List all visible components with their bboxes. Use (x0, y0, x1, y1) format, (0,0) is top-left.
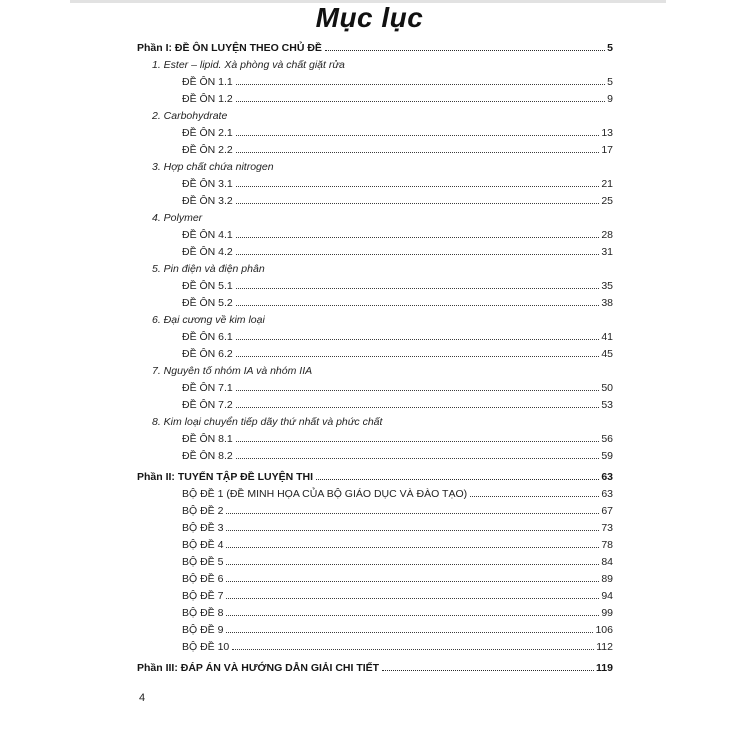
dotted-leader (382, 670, 594, 671)
toc-entry-page: 119 (596, 662, 613, 674)
toc-entry-label: 5. Pin điện và điện phân (152, 263, 265, 275)
toc-entry-label: BỘ ĐỀ 8 (182, 607, 224, 619)
toc-row-topic (137, 314, 613, 331)
toc-entry-page: 41 (601, 331, 613, 343)
dotted-leader (236, 101, 605, 102)
toc-row-topic (137, 59, 613, 76)
toc-entry-label: 8. Kim loại chuyển tiếp dãy thứ nhất và phức chất (152, 416, 383, 428)
toc-entry-page: 28 (601, 229, 613, 241)
toc-row-entry (137, 590, 613, 607)
dotted-leader (236, 203, 600, 204)
toc-entry-page: 9 (607, 93, 613, 105)
toc-row-entry (137, 76, 613, 93)
toc-row-entry (137, 178, 613, 195)
toc-entry-page: 63 (601, 471, 613, 483)
toc-entry-label: BỘ ĐỀ 6 (182, 573, 224, 585)
toc-row-entry (137, 246, 613, 263)
toc-entry-label: ĐỀ ÔN 8.2 (182, 450, 233, 462)
toc-row-topic (137, 161, 613, 178)
toc-entry-label: BỘ ĐỀ 7 (182, 590, 224, 602)
toc-row-entry (137, 331, 613, 348)
dotted-leader (325, 50, 605, 51)
toc-entry-page: 45 (601, 348, 613, 360)
toc-entry-label: 6. Đại cương về kim loại (152, 314, 265, 326)
toc-row-entry (137, 488, 613, 505)
dotted-leader (236, 84, 605, 85)
toc-row-entry (137, 382, 613, 399)
toc-entry-page: 78 (601, 539, 613, 551)
dotted-leader (226, 513, 599, 514)
toc-entry-label: ĐỀ ÔN 2.2 (182, 144, 233, 156)
toc-row-entry (137, 641, 613, 658)
toc-entry-label: ĐỀ ÔN 2.1 (182, 127, 233, 139)
dotted-leader (236, 441, 600, 442)
toc-row-part (137, 42, 613, 59)
toc-entry-label: ĐỀ ÔN 4.1 (182, 229, 233, 241)
toc-row-part (137, 471, 613, 488)
toc-entry-page: 35 (601, 280, 613, 292)
toc-row-entry (137, 433, 613, 450)
page-title: Mục lục (315, 2, 424, 33)
toc-entry-page: 84 (601, 556, 613, 568)
toc-row-entry (137, 450, 613, 467)
toc-entry-page: 59 (601, 450, 613, 462)
dotted-leader (236, 407, 600, 408)
toc-entry-page: 94 (601, 590, 613, 602)
dotted-leader (236, 135, 600, 136)
toc-entry-label: BỘ ĐỀ 5 (182, 556, 224, 568)
toc-row-entry (137, 93, 613, 110)
toc-entry-page: 112 (596, 641, 613, 653)
toc-entry-label: ĐỀ ÔN 3.1 (182, 178, 233, 190)
dotted-leader (236, 356, 600, 357)
toc-entry-page: 73 (601, 522, 613, 534)
dotted-leader (236, 458, 600, 459)
toc-row-entry (137, 607, 613, 624)
toc-entry-label: ĐỀ ÔN 6.2 (182, 348, 233, 360)
toc-entry-label: BỘ ĐỀ 2 (182, 505, 224, 517)
toc-entry-page: 99 (601, 607, 613, 619)
toc-entry-label: ĐỀ ÔN 7.1 (182, 382, 233, 394)
toc-entry-page: 89 (601, 573, 613, 585)
toc-row-topic (137, 365, 613, 382)
toc-entry-label: Phần II: TUYỂN TẬP ĐỀ LUYỆN THI (137, 471, 313, 483)
dotted-leader (236, 186, 600, 187)
toc-entry-label: BỘ ĐỀ 1 (ĐỀ MINH HỌA CỦA BỘ GIÁO DỤC VÀ ĐÀO TẠO) (182, 488, 468, 500)
dotted-leader (470, 496, 599, 497)
toc-entry-label: ĐỀ ÔN 4.2 (182, 246, 233, 258)
toc-entry-label: BỘ ĐỀ 3 (182, 522, 224, 534)
toc-row-entry (137, 195, 613, 212)
dotted-leader (226, 547, 599, 548)
toc-row-entry (137, 505, 613, 522)
toc-entry-label: ĐỀ ÔN 6.1 (182, 331, 233, 343)
toc-entry-label: 3. Hợp chất chứa nitrogen (152, 161, 274, 173)
footer-page-number: 4 (139, 692, 146, 704)
toc-entry-page: 38 (601, 297, 613, 309)
toc-entry-page: 5 (607, 42, 613, 54)
toc-entry-label: Phần III: ĐÁP ÁN VÀ HƯỚNG DẪN GIẢI CHI TIẾT (137, 662, 380, 674)
toc-entry-label: BỘ ĐỀ 4 (182, 539, 224, 551)
toc-entry-page: 56 (601, 433, 613, 445)
dotted-leader (236, 305, 600, 306)
toc-entry-page: 31 (601, 246, 613, 258)
toc-entry-page: 63 (601, 488, 613, 500)
toc-row-topic (137, 212, 613, 229)
dotted-leader (316, 479, 599, 480)
toc-entry-page: 13 (601, 127, 613, 139)
toc-entry-label: 1. Ester – lipid. Xà phòng và chất giặt rửa (152, 59, 345, 71)
toc-entry-page: 53 (601, 399, 613, 411)
toc-entry-page: 25 (601, 195, 613, 207)
dotted-leader (226, 632, 593, 633)
toc-row-entry (137, 229, 613, 246)
dotted-leader (236, 254, 600, 255)
toc-row-topic (137, 110, 613, 127)
toc-row-entry (137, 144, 613, 161)
toc-row-entry (137, 399, 613, 416)
toc-entry-label: ĐỀ ÔN 5.2 (182, 297, 233, 309)
toc-entry-label: 4. Polymer (152, 212, 203, 224)
dotted-leader (226, 615, 599, 616)
toc-row-topic (137, 416, 613, 433)
toc-row-entry (137, 539, 613, 556)
toc-entry-label: ĐỀ ÔN 7.2 (182, 399, 233, 411)
toc-row-entry (137, 624, 613, 641)
toc-entry-page: 5 (607, 76, 613, 88)
toc-entry-label: ĐỀ ÔN 1.2 (182, 93, 233, 105)
toc-entry-label: ĐỀ ÔN 5.1 (182, 280, 233, 292)
toc-entry-label: BỘ ĐỀ 9 (182, 624, 224, 636)
toc-entry-label: 2. Carbohydrate (152, 110, 228, 122)
toc-entry-label: 7. Nguyên tố nhóm IA và nhóm IIA (152, 365, 313, 377)
toc-row-entry (137, 522, 613, 539)
dotted-leader (226, 530, 599, 531)
toc-entry-label: Phần I: ĐỀ ÔN LUYỆN THEO CHỦ ĐỀ (137, 42, 322, 54)
dotted-leader (236, 390, 600, 391)
toc-entry-label: BỘ ĐỀ 10 (182, 641, 230, 653)
toc-row-topic (137, 263, 613, 280)
toc-row-entry (137, 280, 613, 297)
toc-entry-page: 106 (595, 624, 613, 636)
dotted-leader (226, 598, 599, 599)
toc-row-entry (137, 573, 613, 590)
dotted-leader (236, 152, 600, 153)
toc-row-entry (137, 297, 613, 314)
dotted-leader (236, 237, 600, 238)
toc-row-entry (137, 556, 613, 573)
toc-list (137, 42, 613, 679)
dotted-leader (226, 564, 599, 565)
toc-row-entry (137, 348, 613, 365)
dotted-leader (236, 339, 600, 340)
toc-entry-label: ĐỀ ÔN 1.1 (182, 76, 233, 88)
toc-entry-label: ĐỀ ÔN 8.1 (182, 433, 233, 445)
dotted-leader (226, 581, 599, 582)
toc-entry-label: ĐỀ ÔN 3.2 (182, 195, 233, 207)
toc-entry-page: 50 (601, 382, 613, 394)
toc-entry-page: 67 (601, 505, 613, 517)
toc-entry-page: 21 (601, 178, 613, 190)
toc-row-entry (137, 127, 613, 144)
dotted-leader (232, 649, 594, 650)
toc-entry-page: 17 (601, 144, 613, 156)
toc-row-part (137, 662, 613, 679)
dotted-leader (236, 288, 600, 289)
